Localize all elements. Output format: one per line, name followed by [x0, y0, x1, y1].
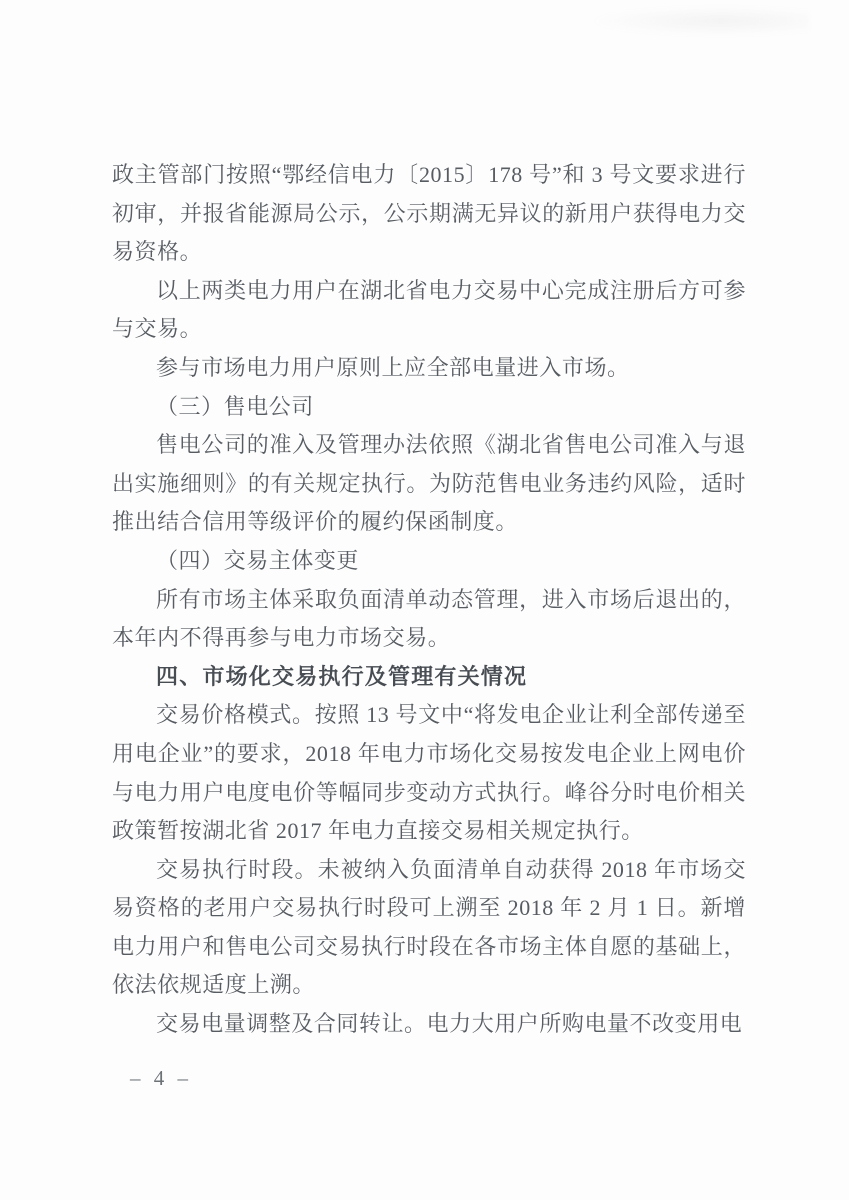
- paragraph: 交易执行时段。未被纳入负面清单自动获得 2018 年市场交易资格的老用户交易执行时段可上溯至 2018 年 2 月 1 日。新增电力用户和售电公司交易执行时段在各市场主体自愿的基础上，依法依规适度上溯。: [112, 856, 746, 998]
- page-number: – 4 –: [130, 1066, 192, 1090]
- paragraph-continuation: 政主管部门按照“鄂经信电力〔2015〕178 号”和 3 号文要求进行初审，并报省能源局公示，公示期满无异议的新用户获得电力交易资格。: [112, 162, 746, 265]
- paragraph: 交易价格模式。按照 13 号文中“将发电企业让利全部传递至用电企业”的要求，2018 年电力市场化交易按发电企业上网电价与电力用户电度电价等幅同步变动方式执行。峰谷分时电价相关政策暂按湖北省 2017 年电力直接交易相关规定执行。: [112, 702, 746, 844]
- paragraph: 售电公司的准入及管理办法依照《湖北省售电公司准入与退出实施细则》的有关规定执行。为防范售电业务违约风险，适时推出结合信用等级评价的履约保函制度。: [112, 432, 746, 535]
- paragraph: 所有市场主体采取负面清单动态管理，进入市场后退出的，本年内不得再参与电力市场交易。: [112, 586, 746, 651]
- section-label-four: （四）交易主体变更: [156, 547, 359, 573]
- paragraph: 参与市场电力用户原则上应全部电量进入市场。: [156, 354, 630, 380]
- section-label-three: （三）售电公司: [156, 393, 314, 419]
- scan-artifact: [589, 6, 809, 36]
- section-heading: 四、市场化交易执行及管理有关情况: [156, 663, 528, 689]
- paragraph: 以上两类电力用户在湖北省电力交易中心完成注册后方可参与交易。: [112, 277, 746, 342]
- document-text-block: [112, 156, 746, 1044]
- paragraph-cutoff: 交易电量调整及合同转让。电力大用户所购电量不改变用电: [156, 1011, 743, 1037]
